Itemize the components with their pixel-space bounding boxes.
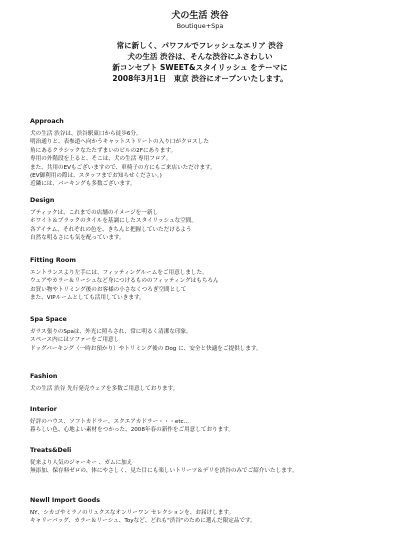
brand-subtitle: Boutique+Spa (176, 22, 224, 30)
intro-line: 2008年3月1日 東京 渋谷にオープンいたします。 (112, 74, 288, 83)
section-title: Approach (30, 118, 64, 125)
section-title: Newll Import Goods (30, 497, 100, 504)
section-design (30, 196, 378, 243)
section-line: ウェアやカラー＆リーシュなど身につけるもののフィッティングはもちろん (30, 278, 219, 285)
section-title: Fashion (30, 373, 58, 380)
section-interior (30, 405, 378, 435)
section-line: 好評のハウス、ソフトカドラー、スクエアカドラー・・・etc... (30, 419, 189, 425)
section-line: ドッグパーキング（一時お預かり）やトリミング後の Dog に、安全と快適をご提供します。 (30, 345, 262, 352)
section-line: キャリーバッグ、カラー＆リーシュ、Toyなど、どれも"渋谷"のために選んだ限定品です。 (30, 518, 256, 525)
section-title: Treats&Deli (30, 447, 72, 454)
section-line: 各アイテム、それぞれの色を、きちんと把握していただけるよう (30, 226, 192, 233)
header (0, 0, 400, 31)
section-line: NY、シカゴやミラノのリュクスなオンリーワン セレクションを、お届けします。 (30, 510, 235, 516)
section-line: 近隣には、パーキングも多数ございます。 (30, 181, 136, 188)
section-line: 無添加、保存料ゼロの、体にやさしく、見た目にも楽しいトリーツ＆デリを渋谷のみでご紹介いたします。 (30, 468, 298, 475)
section-line: (EV御利用の際は、スタッフまでお知らせください。) (30, 173, 162, 180)
section-line: 犬の生活 渋谷 先行発売ウェアを多数ご用意しております。 (30, 386, 179, 392)
intro-line: 常に新しく、パワフルでフレッシュなエリア 渋谷 (116, 41, 284, 50)
section-spa-space (30, 315, 378, 353)
section-line: 明治通りと、表参道へ向かうキャットストリートの入り口がクロスした (30, 139, 209, 146)
section-line: また、共用のEVもございますので、車椅子の方にもご来店いただけます。 (30, 164, 216, 171)
section-line: 専用の外階段を上ると、そこは、犬の生活 専用フロア。 (30, 156, 172, 163)
section-line: ホワイト＆ブラックのタイルを基調にしたスタイリッシュな空間。 (30, 218, 197, 225)
intro-line: 新コンセプト SWEET&スタイリッシュ をテーマに (112, 63, 288, 72)
intro-line: 犬の生活 渋谷は、そんな渋谷にふさわしい (127, 52, 273, 61)
section-title: Fitting Room (30, 257, 76, 264)
brand-title: 犬の生活 渋谷 (171, 11, 229, 21)
section-title: Design (30, 197, 55, 204)
section-line: また、VIPルームとしても活用していきます。 (30, 295, 145, 302)
section-line: お買い物やトリミング後のお客様の小さなくつろぎ空間として (30, 286, 187, 293)
section-title: Interior (30, 406, 57, 413)
section-line: ブティックは、これまでの店舗のイメージを一新し (30, 210, 159, 216)
section-treats-deli (30, 446, 378, 476)
section-line: 自然な明るさにも気を配っています。 (30, 235, 125, 242)
intro-block (0, 40, 400, 84)
section-line: 角にあるクラシックなたたずまいのビルの2Fにあります。 (30, 147, 177, 154)
section-title: Spa Space (30, 316, 67, 323)
section-fashion (30, 372, 378, 393)
section-approach (30, 117, 378, 189)
section-line: 従来より人気のジャーキー 、ガムに加え (30, 460, 133, 466)
section-line: 犬の生活 渋谷は、渋谷駅東口から徒歩6分。 (30, 131, 142, 137)
section-import-goods (30, 496, 378, 526)
section-line: スペース内にはソファーをご用意し (30, 337, 120, 344)
section-line: ガラス張りのSpaは、外光に照らされ、常に明るく清潔な印象。 (30, 329, 192, 335)
section-line: 暮らしい色、心地よい素材をつかった、2008年春の新作をご用意しております。 (30, 427, 234, 434)
section-line: エントランスより左手には、フィッティングルームをご用意しました。 (30, 270, 208, 276)
section-fitting-room (30, 256, 378, 303)
